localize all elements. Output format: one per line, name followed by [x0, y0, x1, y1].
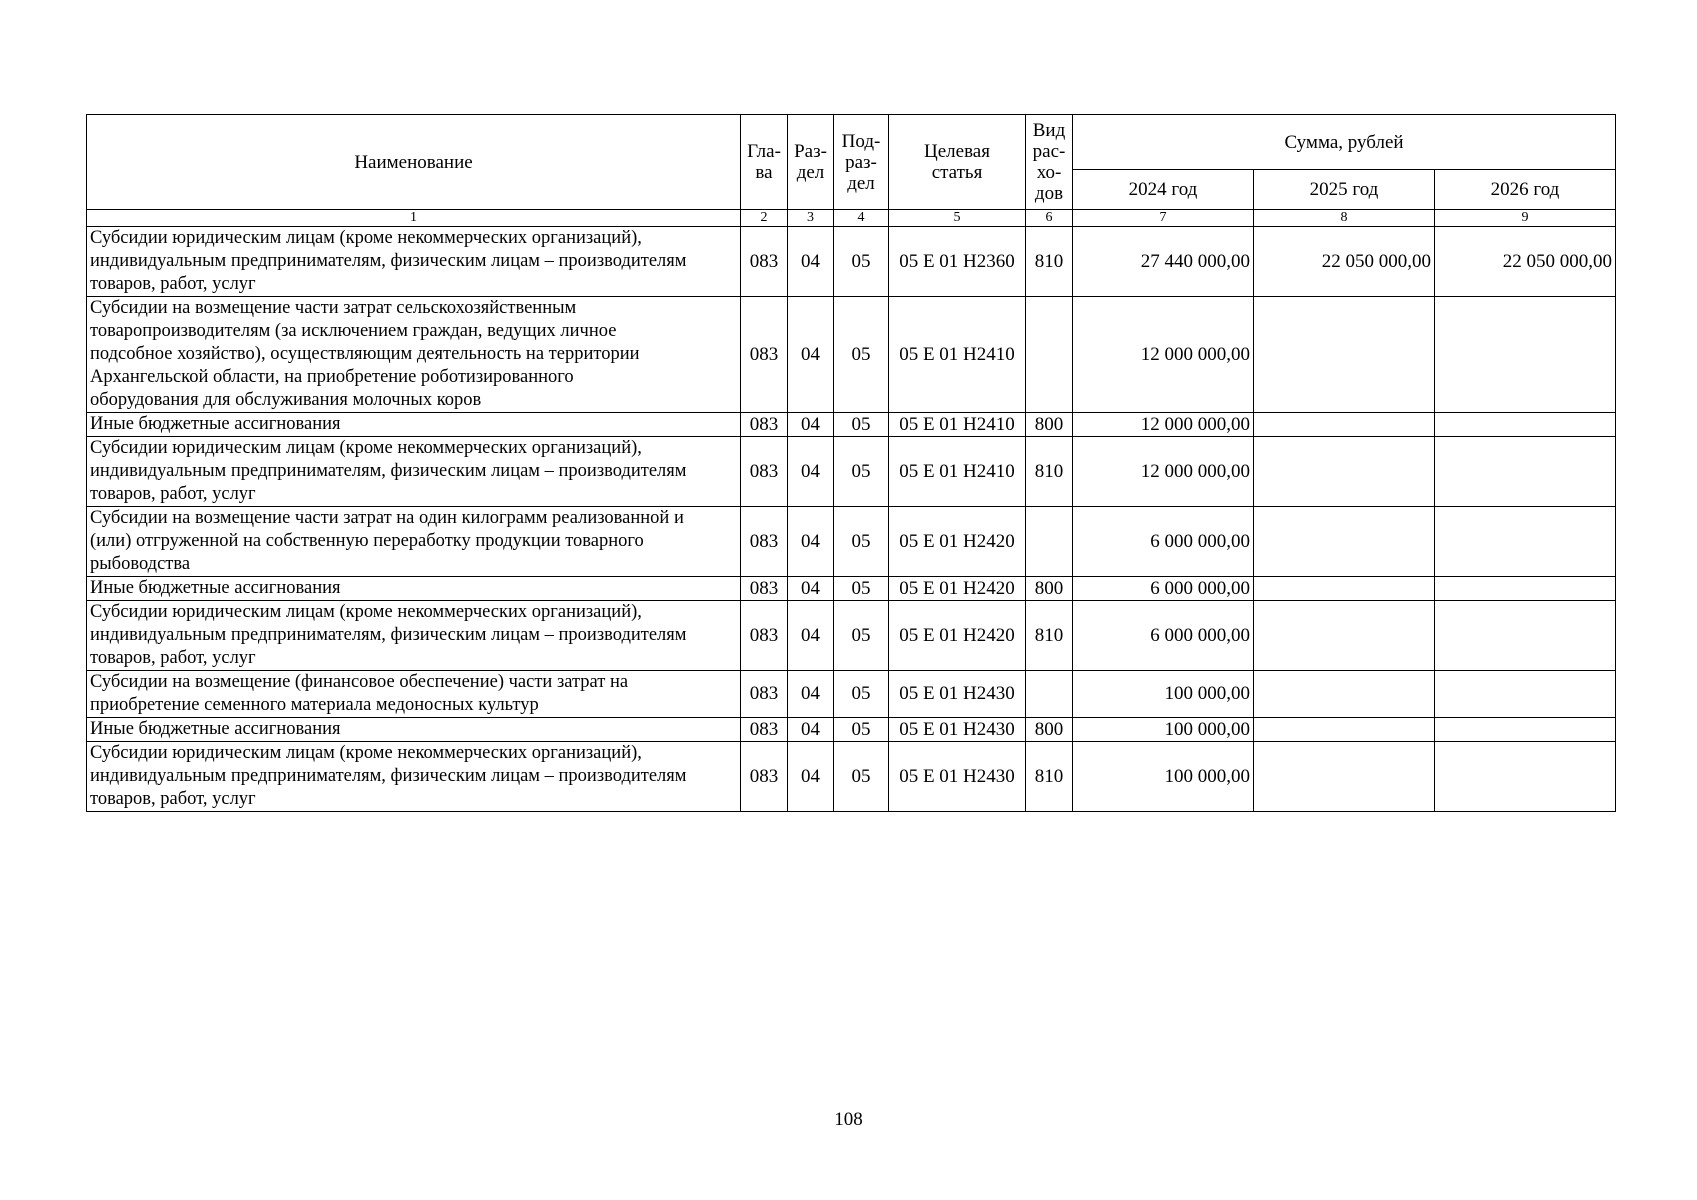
row-sum-2026 — [1435, 742, 1616, 812]
row-sum-2025 — [1254, 601, 1435, 671]
row-celevaya-statya: 05 Е 01 Н2420 — [889, 577, 1026, 601]
table-header — [87, 115, 1616, 227]
row-podrazdel: 05 — [834, 671, 889, 718]
row-sum-2026 — [1435, 507, 1616, 577]
row-sum-2026 — [1435, 437, 1616, 507]
row-vid-rashodov: 810 — [1026, 601, 1073, 671]
row-sum-2025 — [1254, 507, 1435, 577]
table-row — [87, 413, 1616, 437]
row-razdel: 04 — [788, 718, 834, 742]
table-row — [87, 718, 1616, 742]
row-sum-2026: 22 050 000,00 — [1435, 227, 1616, 297]
row-celevaya-statya: 05 Е 01 Н2430 — [889, 718, 1026, 742]
row-celevaya-statya: 05 Е 01 Н2360 — [889, 227, 1026, 297]
row-name: Субсидии на возмещение части затрат на один килограмм реализованной и (или) отгруженной на собственную переработку продукции товарного рыбоводства — [87, 507, 741, 577]
row-name: Субсидии на возмещение (финансовое обеспечение) части затрат на приобретение семенного материала медоносных культур — [87, 671, 741, 718]
row-razdel: 04 — [788, 413, 834, 437]
row-glava: 083 — [741, 437, 788, 507]
row-sum-2024: 6 000 000,00 — [1073, 577, 1254, 601]
column-number: 3 — [788, 210, 834, 227]
row-sum-2025 — [1254, 742, 1435, 812]
row-vid-rashodov — [1026, 297, 1073, 413]
header-year-2025: 2025 год — [1254, 170, 1435, 210]
header-razdel: Раз- дел — [788, 115, 834, 210]
row-sum-2024: 100 000,00 — [1073, 742, 1254, 812]
row-sum-2024: 12 000 000,00 — [1073, 437, 1254, 507]
row-sum-2024: 100 000,00 — [1073, 718, 1254, 742]
column-number: 5 — [889, 210, 1026, 227]
header-celevaya-statya: Целевая статья — [889, 115, 1026, 210]
column-number: 7 — [1073, 210, 1254, 227]
row-name: Иные бюджетные ассигнования — [87, 718, 741, 742]
row-vid-rashodov — [1026, 671, 1073, 718]
row-podrazdel: 05 — [834, 742, 889, 812]
column-number: 1 — [87, 210, 741, 227]
column-number: 2 — [741, 210, 788, 227]
row-name: Субсидии юридическим лицам (кроме некоммерческих организаций), индивидуальным предпринимателям, физическим лицам – производителям товаров, работ, услуг — [87, 227, 741, 297]
row-name: Иные бюджетные ассигнования — [87, 577, 741, 601]
row-glava: 083 — [741, 671, 788, 718]
row-glava: 083 — [741, 577, 788, 601]
row-sum-2024: 12 000 000,00 — [1073, 413, 1254, 437]
table-row — [87, 507, 1616, 577]
row-sum-2025 — [1254, 577, 1435, 601]
row-sum-2026 — [1435, 577, 1616, 601]
row-celevaya-statya: 05 Е 01 Н2420 — [889, 601, 1026, 671]
row-sum-2026 — [1435, 297, 1616, 413]
row-sum-2025 — [1254, 718, 1435, 742]
table-row — [87, 601, 1616, 671]
row-razdel: 04 — [788, 577, 834, 601]
row-vid-rashodov — [1026, 507, 1073, 577]
row-vid-rashodov: 810 — [1026, 227, 1073, 297]
row-vid-rashodov: 800 — [1026, 413, 1073, 437]
row-sum-2026 — [1435, 601, 1616, 671]
row-podrazdel: 05 — [834, 437, 889, 507]
header-year-2024: 2024 год — [1073, 170, 1254, 210]
header-vid-rashodov: Вид рас- хо- дов — [1026, 115, 1073, 210]
row-name: Иные бюджетные ассигнования — [87, 413, 741, 437]
table-row — [87, 437, 1616, 507]
row-razdel: 04 — [788, 437, 834, 507]
table-body — [87, 227, 1616, 812]
row-sum-2025 — [1254, 437, 1435, 507]
row-razdel: 04 — [788, 742, 834, 812]
row-sum-2025 — [1254, 413, 1435, 437]
header-podrazdel: Под- раз- дел — [834, 115, 889, 210]
row-sum-2026 — [1435, 671, 1616, 718]
row-sum-2024: 27 440 000,00 — [1073, 227, 1254, 297]
row-sum-2024: 100 000,00 — [1073, 671, 1254, 718]
row-glava: 083 — [741, 413, 788, 437]
header-summa: Сумма, рублей — [1073, 115, 1616, 170]
header-name: Наименование — [87, 115, 741, 210]
row-razdel: 04 — [788, 507, 834, 577]
row-podrazdel: 05 — [834, 601, 889, 671]
table-row — [87, 577, 1616, 601]
row-sum-2026 — [1435, 413, 1616, 437]
table-row — [87, 671, 1616, 718]
row-celevaya-statya: 05 Е 01 Н2420 — [889, 507, 1026, 577]
row-sum-2024: 6 000 000,00 — [1073, 601, 1254, 671]
column-number: 4 — [834, 210, 889, 227]
row-razdel: 04 — [788, 601, 834, 671]
row-podrazdel: 05 — [834, 227, 889, 297]
row-vid-rashodov: 810 — [1026, 742, 1073, 812]
row-celevaya-statya: 05 Е 01 Н2410 — [889, 437, 1026, 507]
budget-table — [86, 114, 1616, 812]
row-celevaya-statya: 05 Е 01 Н2410 — [889, 297, 1026, 413]
column-number: 8 — [1254, 210, 1435, 227]
row-celevaya-statya: 05 Е 01 Н2410 — [889, 413, 1026, 437]
row-celevaya-statya: 05 Е 01 Н2430 — [889, 671, 1026, 718]
row-sum-2024: 6 000 000,00 — [1073, 507, 1254, 577]
row-vid-rashodov: 800 — [1026, 718, 1073, 742]
row-razdel: 04 — [788, 297, 834, 413]
row-glava: 083 — [741, 601, 788, 671]
column-number: 6 — [1026, 210, 1073, 227]
row-razdel: 04 — [788, 671, 834, 718]
row-podrazdel: 05 — [834, 577, 889, 601]
header-year-2026: 2026 год — [1435, 170, 1616, 210]
row-name: Субсидии на возмещение части затрат сельскохозяйственным товаропроизводителям (за исключением граждан, ведущих личное подсобное хозяйство), осуществляющим деятельность на территории Архангельской области, на приобретение роботизированного оборудования для обслуживания молочных коров — [87, 297, 741, 413]
row-podrazdel: 05 — [834, 718, 889, 742]
row-podrazdel: 05 — [834, 413, 889, 437]
row-name: Субсидии юридическим лицам (кроме некоммерческих организаций), индивидуальным предпринимателям, физическим лицам – производителям товаров, работ, услуг — [87, 601, 741, 671]
row-podrazdel: 05 — [834, 297, 889, 413]
header-glava: Гла- ва — [741, 115, 788, 210]
table-row — [87, 297, 1616, 413]
row-glava: 083 — [741, 742, 788, 812]
column-number: 9 — [1435, 210, 1616, 227]
row-sum-2024: 12 000 000,00 — [1073, 297, 1254, 413]
page-number: 108 — [834, 1109, 863, 1130]
row-sum-2025 — [1254, 671, 1435, 718]
row-glava: 083 — [741, 297, 788, 413]
row-glava: 083 — [741, 507, 788, 577]
row-sum-2025: 22 050 000,00 — [1254, 227, 1435, 297]
row-razdel: 04 — [788, 227, 834, 297]
row-sum-2025 — [1254, 297, 1435, 413]
row-glava: 083 — [741, 227, 788, 297]
row-vid-rashodov: 810 — [1026, 437, 1073, 507]
row-name: Субсидии юридическим лицам (кроме некоммерческих организаций), индивидуальным предпринимателям, физическим лицам – производителям товаров, работ, услуг — [87, 437, 741, 507]
row-podrazdel: 05 — [834, 507, 889, 577]
row-vid-rashodov: 800 — [1026, 577, 1073, 601]
row-sum-2026 — [1435, 718, 1616, 742]
row-glava: 083 — [741, 718, 788, 742]
table-row — [87, 742, 1616, 812]
row-celevaya-statya: 05 Е 01 Н2430 — [889, 742, 1026, 812]
row-name: Субсидии юридическим лицам (кроме некоммерческих организаций), индивидуальным предпринимателям, физическим лицам – производителям товаров, работ, услуг — [87, 742, 741, 812]
table-row — [87, 227, 1616, 297]
